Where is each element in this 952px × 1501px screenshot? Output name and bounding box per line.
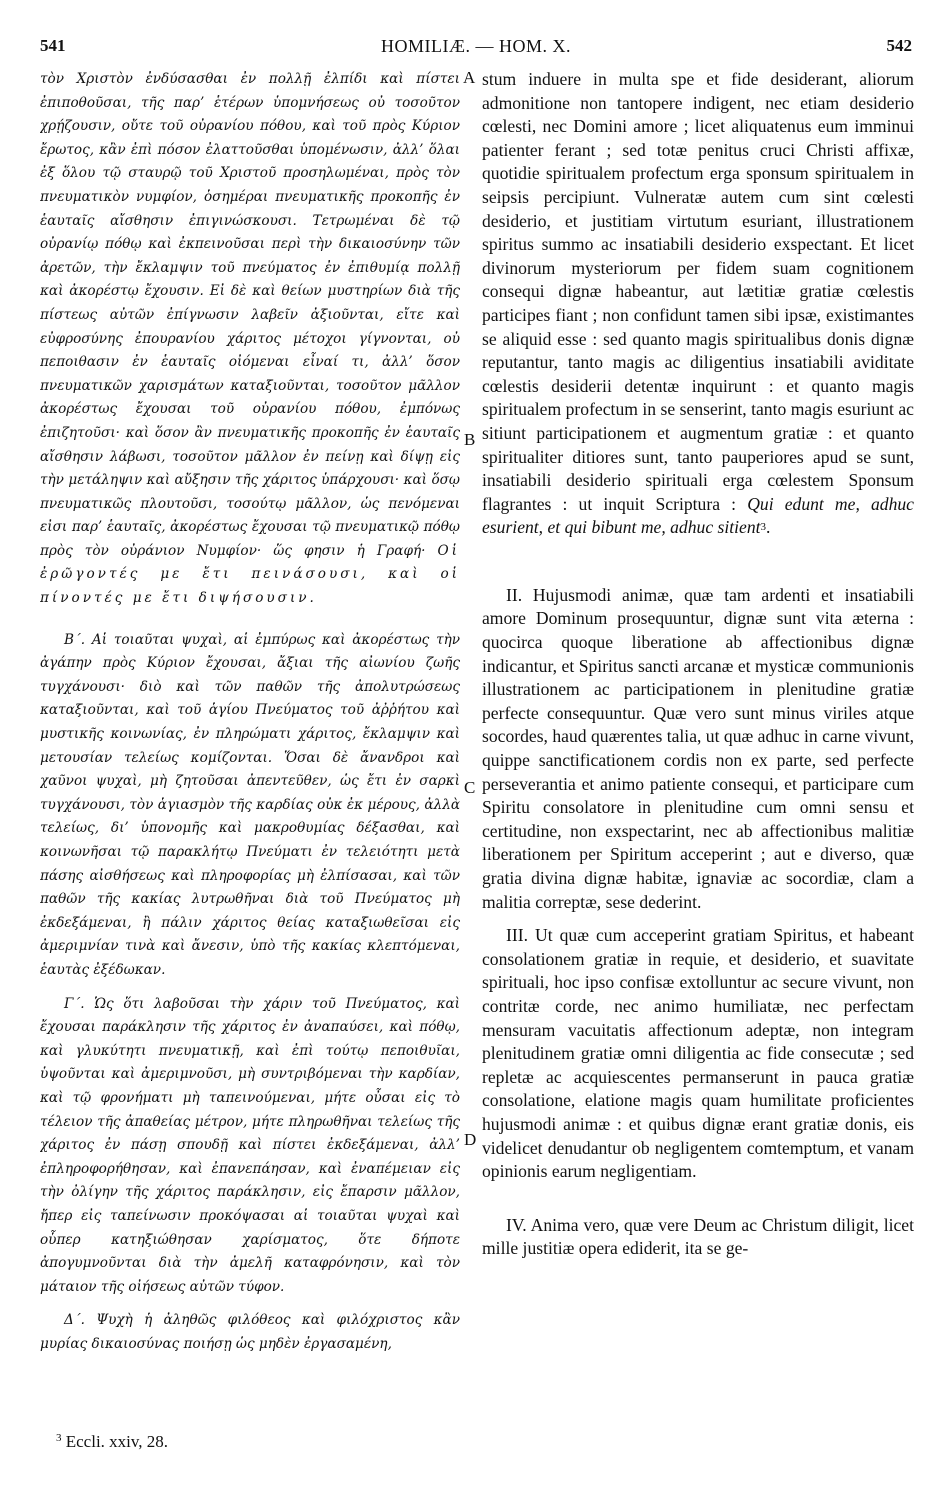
latin-paragraph-1-text: stum induere in multa spe et fide desiderant, aliorum admonitione non tantopere indigent, nec etiam desiderio cœlesti, nec Domini amore ; licet aliquatenus eum imminui patienter ferant ; sed totæ penitus cruci Christi affixæ, quotidie spiritualem profectum erga sponsum spiritualem in seipsis percipiunt. Vulneratæ autem cum sint cœlesti desiderio, et justitiam virtutum esuriant, illustrationem spiritus summo ac insatiabili desiderio exspectant. Et licet divinorum mysteriorum per fidem suam cognitionem consequi dignæ habeantur, aut lætitiæ gratiæ cœlestis participes fiant ; non confidunt tamen sibi ipsæ, existimantes se aliquid esse : sed quanto magis spiritualibus donis dignæ reputantur, tanto magis ac diligentius insatiabili aviditate cœlestis desiderii detentæ inquirunt : et quanto magis spiritualem profectum in se senserint, tanto magis esuriunt ac sitiunt participationem et augmentum gratiæ : et quanto spiritualiter ditiores sunt, tanto pauperiores apud se sunt, insatiabili desiderio spirituali erga cœlestem Sponsum flagrantes : ut inquit Scriptura : — [482, 69, 914, 514]
page-number-right: 542 — [886, 36, 912, 55]
latin-scripture-quote: Qui edunt me, adhuc esurient, et qui bibunt me, adhuc sitient — [482, 493, 914, 538]
footnote-mark: 3 — [56, 1432, 62, 1444]
greek-paragraph-3: Γ΄. Ὡς ὅτι λαβοῦσαι τὴν χάριν τοῦ Πνεύματος, καὶ ἔχουσαι παράκλησιν τῆς χάριτος ἐν ἀναπαύσει, καὶ πόθῳ, καὶ γλυκύτητι πνευματικῇ, καὶ ἐπὶ τούτῳ πεποιθυῖαι, ὑψοῦνται καὶ ἀμεριμνοῦσι, μὴ συντριβόμεναι τὴν καρδίαν, καὶ τῷ φρονήματι μὴ ταπεινούμεναι, μήτε οὖσαι εἰς τὸ τέλειον τῆς ἀπαθείας μέτρον, μήτε πληρωθῆναι τελείως τῆς χάριτος ἐν πάσῃ σπουδῇ καὶ πίστει ἐκδεξάμεναι, ἀλλ’ ἐπληροφορήθησαν, καὶ ἐπανεπάησαν, καὶ ἐναπέμειαν εἰς τὴν ὀλίγην τῆς χάριτος παράκλησιν, εἰς ἔπαρσιν μᾶλλον, ἤπερ εἰς ταπείνωσιν προκόψασαι αἱ τοιαῦται ψυχαὶ καὶ οὗπερ κατηξιώθησαν χαρίσματος, ὅτε δήποτε ἀπογυμνοῦνται διὰ τὴν ἀμελῆ καταφρόνησιν, καὶ τὸν μάταιον τῆς οἰήσεως αὐτῶν τύφον. — [40, 995, 460, 1295]
latin-paragraph-2: II. Hujusmodi animæ, quæ tam ardenti et insatiabili amore Dominum prosequuntur, dignæ sunt vita æterna : quocirca quoque liberatione ab affectionibus dignæ indicantur, et Spiritus sancti arcanæ et mysticæ communionis illustrationem ac participationem in plenitudine gratiæ perfecte consequuntur. Quæ vero sunt minus viriles atque socordes, haud quærentes talia, ut quæ adhuc in carne vivunt, quippe sanctificationem cordis non ex parte, sed perfecte perseverantia et animo patiente consequi, et participare cum Spiritu consolatore in plenitudine cum omni sensu et certitudine, non exspectarint, nec ab affectionibus malitiæ liberationem per Spiritum acceperint ; aut e diverso, quæ gratia divina dignæ habitæ, ignaviæ ac socordiæ, clam a malitia correptæ, sese dederint. — [482, 584, 914, 912]
greek-column — [40, 68, 460, 1356]
latin-paragraph-4: IV. Anima vero, quæ vere Deum ac Christum diligit, licet mille justitiæ opera ediderit, ita se ge- — [482, 1214, 914, 1259]
greek-paragraph-4: Δ΄. Ψυχὴ ἡ ἀληθῶς φιλόθεος καὶ φιλόχριστος κἂν μυρίας δικαιοσύνας ποιήσῃ ὡς μηδὲν ἐργασαμένη, — [40, 1312, 460, 1352]
running-head — [40, 36, 912, 60]
footnote-text: Eccli. xxiv, 28. — [65, 1432, 169, 1451]
margin-letter-a: A — [463, 68, 476, 87]
greek-paragraph-2: Β΄. Αἱ τοιαῦται ψυχαὶ, αἱ ἐμπύρως καὶ ἀκορέστως τὴν ἀγάπην πρὸς Κύριον ἔχουσαι, ἄξιαι τῆς αἰωνίου ζωῆς τυγχάνουσι· διὸ καὶ τῶν παθῶν τῆς ἀπολυτρώσεως καταξιοῦνται, καὶ τοῦ ἁγίου Πνεύματος τοῦ ἀῤῥήτου καὶ μυστικῆς κοινωνίας, ἐν πληρώματι χάριτος, ἔκλαμψιν καὶ μετουσίαν τελείως κομίζονται. Ὅσαι δὲ ἄνανδροι καὶ χαῦνοι ψυχαὶ, μὴ ζητοῦσαι ἀπεντεῦθεν, ὡς ἔτι ἐν σαρκὶ τυγχάνουσι, τὸν ἁγιασμὸν τῆς καρδίας οὐκ ἐκ μέρους, ἀλλὰ τελείως, δι’ ὑπονομῆς καὶ μακροθυμίας δέξασθαι, καὶ κοινωνῆσαι τῷ παρακλήτῳ Πνεύματι ἐν τελειότητι μετὰ πάσης αἰσθήσεως καὶ πληροφορίας μὴ ἐλπίσασαι, καὶ τῶν παθῶν τῆς κακίας λυτρωθῆναι διὰ τοῦ Πνεύματος μὴ ἐκδεξάμεναι, ἢ πάλιν χάριτος θείας καταξιωθεῖσαι εἰς ἀμεριμνίαν τινὰ καὶ ἄνεσιν, ὑπὸ τῆς κακίας κλεπτόμεναι, ἑαυτὰς ἐξέδωκαν. — [40, 631, 460, 978]
margin-letter-c: C — [464, 778, 476, 797]
greek-scripture-quote: Οἱ ἐρῶγοντές με ἔτι πεινάσουσι, καὶ οἱ πίνοντές με ἔτι διψήσουσιν. — [40, 542, 460, 607]
page-number-left: 541 — [40, 36, 66, 55]
greek-paragraph-1 — [40, 68, 460, 611]
margin-letter-b: B — [464, 430, 476, 449]
greek-paragraph-1-text: τὸν Χριστὸν ἐνδύσασθαι ἐν πολλῇ ἐλπίδι καὶ πίστει ἐπιποθοῦσαι, τῆς παρ’ ἑτέρων ὑπομνήσεως οὐ τοσοῦτον χρῄζουσιν, οὔτε τοῦ οὐρανίου πόθου, καὶ τοῦ πρὸς Κύριον ἔρωτος, κἂν ἐπὶ πόσον ἐλαττοῦσθαι ὑπομένωσιν, ἀλλ’ ὅλαι ἐξ ὅλου τῷ σταυρῷ τοῦ Χριστοῦ προσηλωμέναι, πρὸς τὸν πνευματικὸν νυμφίον, ὁσημέραι πνευματικῆς προκοπῆς ἐν ἑαυταῖς αἴσθησιν ἐπιγινώσκουσι. Τετρωμέναι δὲ τῷ οὐρανίῳ πόθῳ καὶ ἐκπεινοῦσαι περὶ τὴν δικαιοσύνην τῶν ἀρετῶν, τὴν ἔκλαμψιν τοῦ πνεύματος ἐν ἐπιθυμίᾳ πολλῇ καὶ ἀκορέστῳ ἔχουσιν. Εἰ δὲ καὶ θείων μυστηρίων διὰ τῆς πίστεως αὐτῶν ἐπίγνωσιν λαβεῖν ἀξιοῦνται, εἴτε καὶ εὐφροσύνης ἐπουρανίου χάριτος μέτοχοι γίγνονται, οὐ πεποιθασιν ἐν ἑαυταῖς οἰόμεναι εἶναί τι, ἀλλ’ ὅσον πνευματικῶν χαρισμάτων καταξιοῦνται, τοσοῦτον μᾶλλον ἀκορέστως ἔχουσαι τοῦ οὐρανίου πόθου, ἐμπόνως ἐπιζητοῦσι· καὶ ὅσον ἂν πνευματικῆς προκοπῆς ἐν ἑαυταῖς αἴσθησιν λάβωσι, τοσοῦτον μᾶλλον ἐν πείνῃ καὶ δίψῃ εἰς τὴν μετάληψιν καὶ αὔξησιν τῆς χάριτος ὑπάρχουσι· καὶ ὅσῳ πνευματικῶς πλουτοῦσι, τοσούτῳ μᾶλλον, ὡς πενόμεναι εἰσι παρ’ ἑαυταῖς, ἀκορέστως ἔχουσαι τῷ πνευματικῷ πόθῳ πρὸς τὸν οὐράνιον Νυμφίον· ὥς φησιν ἡ Γραφή· — [40, 71, 460, 559]
latin-paragraph-3: III. Ut quæ cum acceperint gratiam Spiritus, et habeant consolationem gratiæ in requie, et desiderio, et suavitate spirituali, hoc ipso confisæ extolluntur ac secure vivunt, non contritæ corde, nec animo humiliatæ, nec perfectam mensuram vacuitatis affectionum adeptæ, non integram plenitudinem gratiæ omni diligentia ac fide consecutæ ; sed repletæ ac acquiescentes permanserunt in pauca gratiæ consolatione, elatione magis quam humilitate proficientes hujusmodi animæ : et quibus dignæ erant gratiæ donis, eis videlicet denudantur ob negligentem comtemptum, et vanam opinionis earum negligentiam. — [482, 925, 914, 1182]
running-title: HOMILIÆ. — HOM. X. — [381, 36, 571, 56]
latin-footnote-ref: 3 — [760, 521, 767, 534]
latin-column — [482, 68, 914, 1261]
latin-paragraph-1: stum induere in multa spe et fide desiderant, aliorum admonitione non tantopere indigent, nec etiam desiderio cœlesti, nec Domini amore ; licet aliquatenus eum imminui patienter ferant ; sed totæ penitus cruci Christi affixæ, quotidie spiritualem profectum erga sponsum spiritualem in seipsis percipiunt. Vulneratæ autem cum sint cœlesti desiderio, et justitiam virtutum esuriant, illustrationem spiritus summo ac insatiabili desiderio exspectant. Et licet divinorum mysteriorum per fidem suam cognitionem consequi dignæ habeantur, aut lætitiæ gratiæ cœlestis participes fiant ; non confidunt tamen sibi ipsæ, existimantes se aliquid esse : sed quanto magis spiritualibus donis dignæ reputantur, tanto magis ac diligentius insatiabili aviditate cœlestis desiderii detentæ inquirunt : et quanto magis spiritualem profectum in se senserint, tanto magis esuriunt ac sitiunt participationem et augmentum gratiæ : et quanto spiritualiter ditiores sunt, tanto pauperiores apud se sunt, insatiabili desiderio spirituali erga cœlestem Sponsum flagrantes : ut inquit Scriptura : Qui edunt me, adhuc esurient, et qui bibunt me, adhuc sitient$^3$. — [482, 69, 914, 538]
margin-letter-d: D — [464, 1130, 477, 1149]
footnote — [56, 1432, 168, 1452]
